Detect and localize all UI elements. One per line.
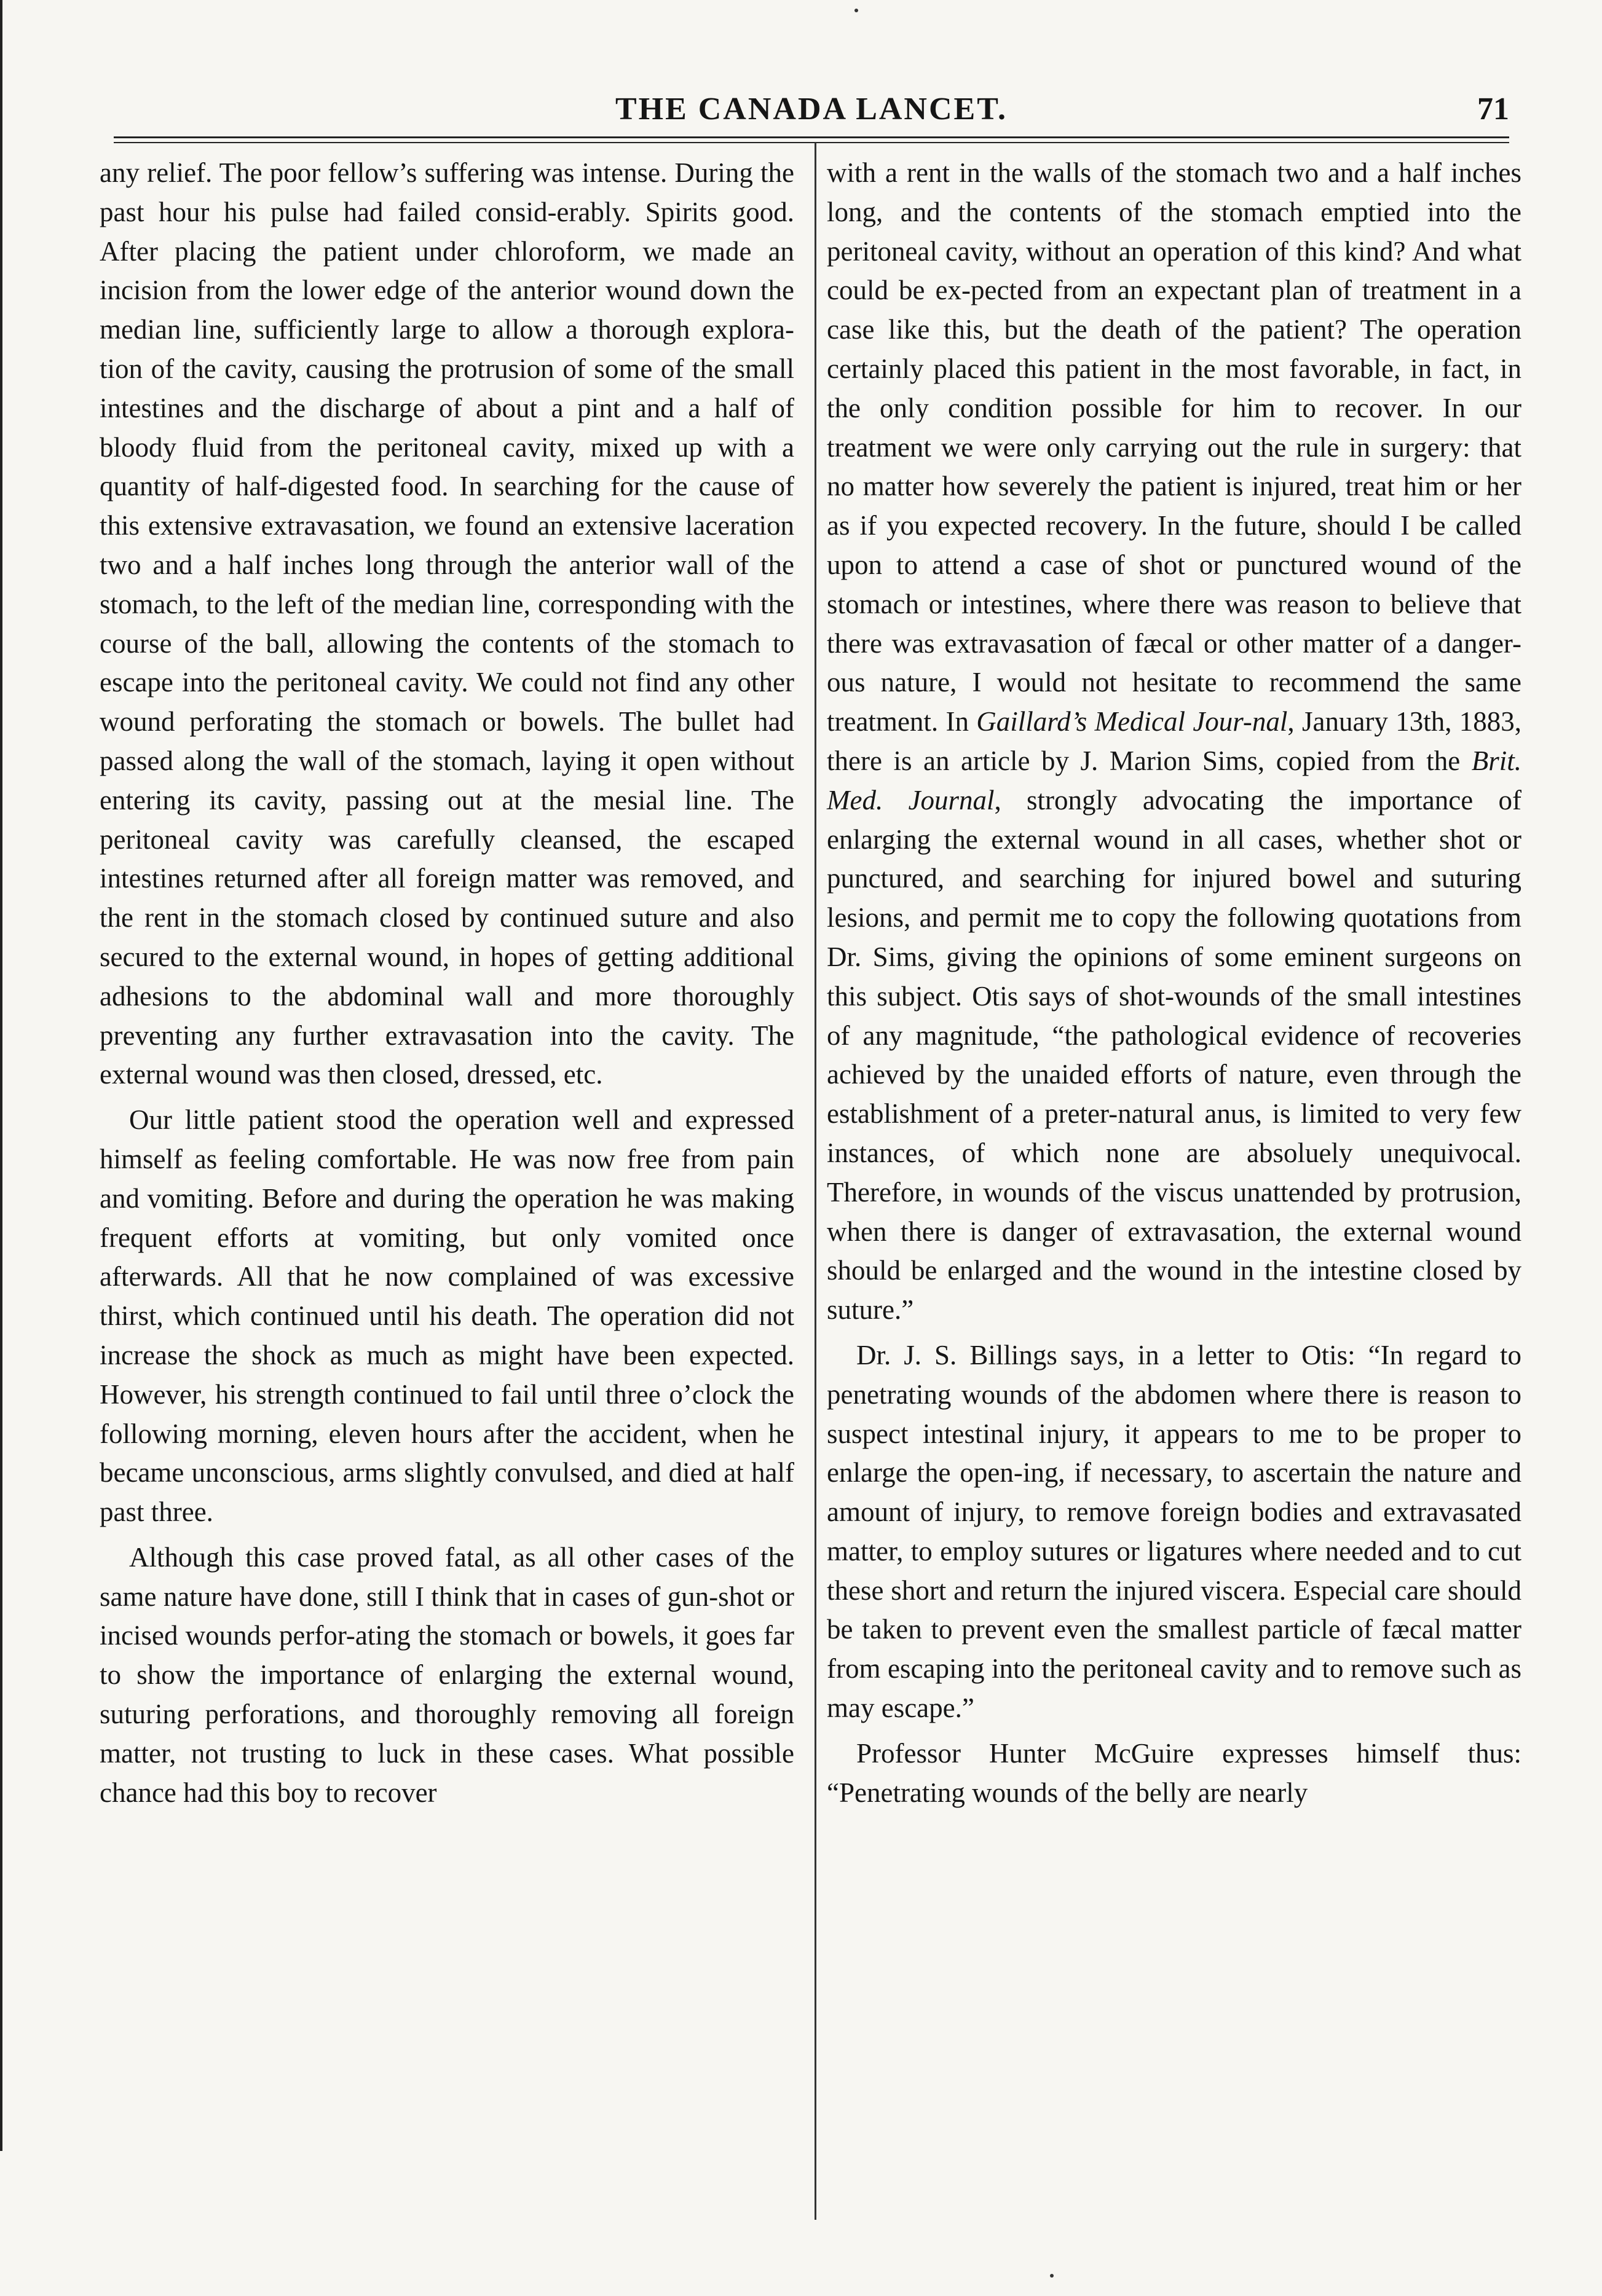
page-number: 71	[1477, 92, 1509, 127]
column-divider	[815, 143, 816, 2220]
journal-citation-bmj: Brit. Med. Journal	[827, 745, 1521, 816]
right-paragraph-2: Dr. J. S. Billings says, in a letter to Otis: “In regard to penetrating wounds of the abdomen where there is reason to suspect intestinal injury, it appears to me to be proper to enlarge the open-ing, if necessary, to ascertain the nature and amount of injury, to remove foreign bodies and extravasated matter, to employ sutures or ligatures where needed and to cut these short and return the injured viscera. Especial care should be taken to prevent even the smallest particle of fæcal matter from escaping into the peritoneal cavity and to remove such as may escape.”	[827, 1339, 1521, 1724]
left-paragraph-2: Our little patient stood the operation well and expressed himself as feeling comfortable. He was now free from pain and vomiting. Before and during the operation he was making frequent efforts at vomiting, but only vomited once afterwards. All that he now complained of was excessive thirst, which continued until his death. The operation did not increase the shock as much as might have been expected. However, his strength continued to fail until three o’clock the following morning, eleven hours after the accident, when he became unconscious, arms slightly convulsed, and died at half past three.	[100, 1104, 794, 1528]
right-paragraph-1-text-c: , strongly advocating the importance of enlarging the external wound in all cases, whether shot or punctured, and searching for injured bowel and suturing lesions, and permit me to copy the following quotations from Dr. Sims, giving the opinions of some eminent surgeons on this subject. Otis says of shot-wounds of the small intestines of any magnitude, “the pathological evidence of recoveries achieved by the unaided efforts of nature, even through the establishment of a preter-natural anus, is limited to very few instances, of which none are absoluely unequivocal. Therefore, in wounds of the viscus unattended by protrusion, when there is danger of extravasation, the external wound should be enlarged and the wound in the intestine closed by suture.”	[827, 784, 1521, 1326]
left-paragraph-1: any relief. The poor fellow’s suffering was intense. During the past hour his pulse had failed consid-erably. Spirits good. After placing the patient under chloroform, we made an incision from the lower edge of the anterior wound down the median line, sufficiently large to allow a thorough explora-tion of the cavity, causing the protrusion of some of the small intestines and the discharge of about a pint and a half of bloody fluid from the peritoneal cavity, mixed up with a quantity of half-digested food. In searching for the cause of this extensive extravasation, we found an extensive laceration two and a half inches long through the anterior wall of the stomach, to the left of the median line, corresponding with the course of the ball, allowing the contents of the stomach to escape into the peritoneal cavity. We could not find any other wound perforating the stomach or bowels. The bullet had passed along the wall of the stomach, laying it open without entering its cavity, passing out at the mesial line. The peritoneal cavity was carefully cleansed, the escaped intestines returned after all foreign matter was removed, and the rent in the stomach closed by continued suture and also secured to the external wound, in hopes of getting additional adhesions to the abdominal wall and more thoroughly preventing any further extravasation into the cavity. The external wound was then closed, dressed, etc.	[100, 157, 794, 1090]
right-paragraph-1-text-b: , January 13th, 1883, there is an article by J. Marion Sims, copied from the	[827, 706, 1521, 776]
left-paragraph-3: Although this case proved fatal, as all other cases of the same nature have done, still I think that in cases of gun-shot or incised wounds perfor-ating the stomach or bowels, it goes far to show the importance of enlarging the external wound, suturing perforations, and thoroughly removing all foreign matter, not trusting to luck in these cases. What possible chance had this boy to recover	[100, 1541, 794, 1808]
left-column	[100, 154, 794, 2231]
right-paragraph-1	[827, 154, 1521, 1330]
print-speck	[1050, 2274, 1054, 2278]
header-rule	[114, 136, 1509, 138]
right-column	[827, 154, 1521, 2231]
journal-title: THE CANADA LANCET.	[615, 92, 1008, 127]
journal-citation-gaillard: Gaillard’s Medical Jour-nal	[976, 706, 1288, 737]
running-header	[114, 91, 1509, 134]
page-edge-mark	[0, 0, 9, 2151]
right-paragraph-3: Professor Hunter McGuire expresses himself thus: “Penetrating wounds of the belly are nearly	[827, 1737, 1521, 1808]
header-rule-thin	[114, 142, 1509, 143]
print-speck	[854, 9, 858, 12]
right-paragraph-1-text-a: with a rent in the walls of the stomach two and a half inches long, and the contents of the stomach emptied into the peritoneal cavity, without an operation of this kind? And what could be ex-pected from an expectant plan of treatment in a case like this, but the death of the patient? The operation certainly placed this patient in the most favorable, in fact, in the only condition possible for him to recover. In our treatment we were only carrying out the rule in surgery: that no matter how severely the patient is injured, treat him or her as if you expected recovery. In the future, should I be called upon to attend a case of shot or punctured wound of the stomach or intestines, where there was reason to believe that there was extravasation of fæcal or other matter of a danger-ous nature, I would not hesitate to recommend the same treatment. In	[827, 157, 1521, 737]
